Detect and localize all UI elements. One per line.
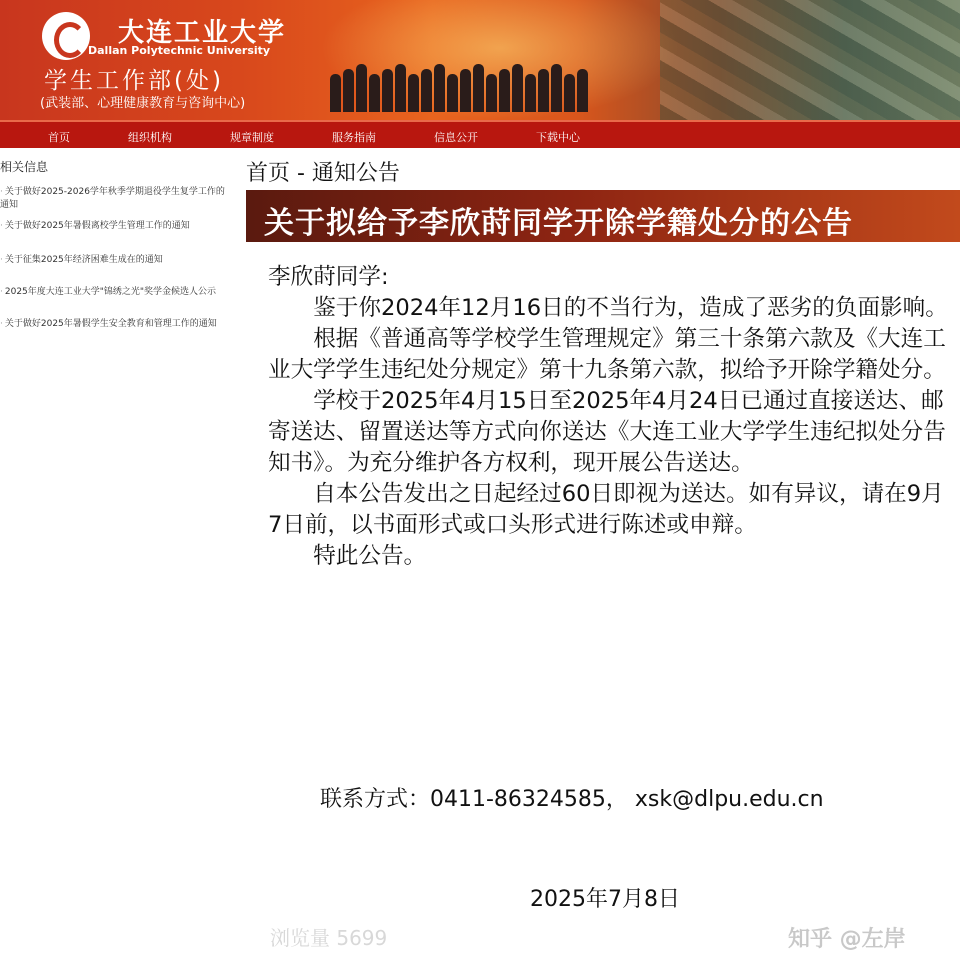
notice-paragraph: 学校于2025年4月15日至2025年4月24日已通过直接送达、邮寄送达、留置送达等方式向你送达《大连工业大学学生违纪拟处分告知书》。为充分维护各方权利，现开展公告送达。	[268, 388, 946, 476]
graduate-figure	[356, 64, 367, 112]
graduate-figure	[408, 74, 419, 112]
notice-body	[268, 262, 950, 572]
bullet-icon: ·	[0, 255, 3, 265]
notice-contact: 联系方式：0411-86324585， xsk@dlpu.edu.cn	[320, 787, 824, 812]
graduate-figure	[525, 74, 536, 112]
university-logo-icon[interactable]	[42, 12, 90, 60]
sidebar-item-label: 关于做好2025年暑假离校学生管理工作的通知	[4, 221, 190, 231]
graduate-figure	[382, 69, 393, 112]
department-title: 学生工作部(处)	[44, 68, 224, 94]
nav-organization[interactable]: 组织机构	[128, 131, 172, 144]
notice-title: 关于拟给予李欣莳同学开除学籍处分的公告	[264, 206, 853, 241]
notice-paragraph: 鉴于你2024年12月16日的不当行为，造成了恶劣的负面影响。	[313, 295, 948, 321]
graduate-figure	[499, 69, 510, 112]
graduate-figure	[395, 64, 406, 112]
sidebar-item-5[interactable]	[0, 318, 232, 331]
graduate-figure	[577, 69, 588, 112]
department-subtitle: (武装部、心理健康教育与咨询中心)	[40, 96, 246, 111]
zhihu-watermark: 知乎 @左岸	[788, 927, 906, 952]
graduate-figure	[512, 64, 523, 112]
sidebar-item-2[interactable]	[0, 220, 232, 233]
graduate-figure	[434, 64, 445, 112]
nav-info-disclosure[interactable]: 信息公开	[434, 131, 478, 144]
notice-paragraph: 根据《普通高等学校学生管理规定》第三十条第六款及《大连工业大学学生违纪处分规定》第十九条第六款，拟给予开除学籍处分。	[268, 326, 946, 383]
notice-date: 2025年7月8日	[530, 887, 680, 912]
graduate-figure	[473, 64, 484, 112]
banner-photo-military	[660, 0, 960, 120]
nav-downloads[interactable]: 下载中心	[536, 131, 580, 144]
view-count: 浏览量 5699	[270, 926, 388, 950]
breadcrumb: 首页 - 通知公告	[246, 161, 400, 186]
graduate-figure	[330, 74, 341, 112]
main-nav	[0, 120, 960, 148]
graduate-figure	[343, 69, 354, 112]
notice-title-bar	[246, 190, 960, 242]
graduate-figure	[486, 74, 497, 112]
bullet-icon: ·	[0, 287, 3, 297]
graduate-figure	[564, 74, 575, 112]
header-banner	[0, 0, 960, 120]
bullet-icon: ·	[0, 187, 3, 197]
sidebar-title: 相关信息	[0, 160, 49, 174]
nav-home[interactable]: 首页	[48, 131, 70, 144]
sidebar-item-1[interactable]	[0, 186, 232, 212]
university-name-en: Dallan Polytechnic University	[88, 44, 271, 57]
bullet-icon: ·	[0, 319, 3, 329]
sidebar-item-label: 关于做好2025-2026学年秋季学期退役学生复学工作的通知	[0, 187, 225, 210]
sidebar-item-4[interactable]	[0, 286, 232, 299]
graduate-figure	[551, 64, 562, 112]
bullet-icon: ·	[0, 221, 3, 231]
graduate-figure	[460, 69, 471, 112]
notice-salutation: 李欣莳同学:	[268, 264, 389, 290]
notice-paragraph: 自本公告发出之日起经过60日即视为送达。如有异议，请在9月7日前，以书面形式或口头形式进行陈述或申辩。	[268, 481, 944, 538]
graduate-figure	[421, 69, 432, 112]
graduate-figure	[447, 74, 458, 112]
notice-paragraph: 特此公告。	[313, 543, 427, 569]
sidebar-item-label: 关于征集2025年经济困难生成在的通知	[4, 255, 163, 265]
sidebar-item-3[interactable]	[0, 254, 232, 267]
sidebar-item-label: 2025年度大连工业大学"锦绣之光"奖学金候选人公示	[4, 287, 217, 297]
sidebar-item-label: 关于做好2025年暑假学生安全教育和管理工作的通知	[4, 319, 217, 329]
nav-regulations[interactable]: 规章制度	[230, 131, 274, 144]
graduate-figure	[538, 69, 549, 112]
nav-service-guide[interactable]: 服务指南	[332, 131, 376, 144]
banner-photo-graduates	[330, 60, 590, 112]
graduate-figure	[369, 74, 380, 112]
university-name-cn: 大连工业大学	[118, 18, 287, 48]
